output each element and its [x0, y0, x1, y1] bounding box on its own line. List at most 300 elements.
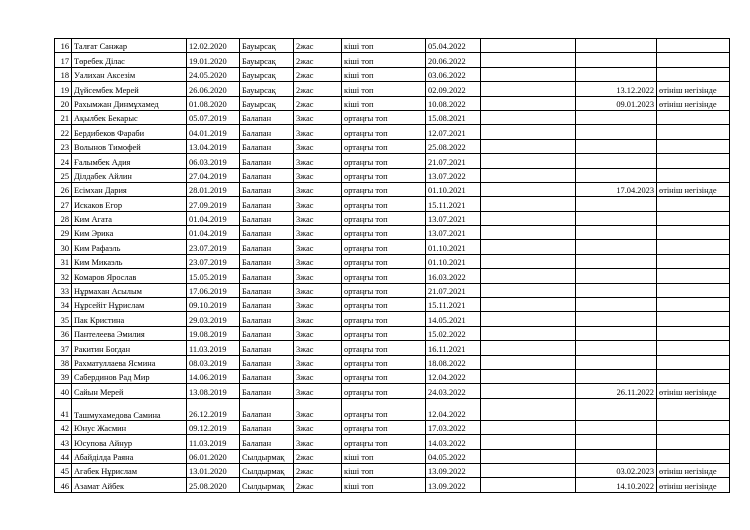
departure-date-cell: [576, 197, 657, 211]
empty-cell: [481, 254, 576, 268]
row-number-cell: 36: [55, 326, 72, 340]
birth-date-cell: 13.04.2019: [187, 139, 240, 153]
birth-date-cell: 19.01.2020: [187, 53, 240, 67]
row-number-cell: 17: [55, 53, 72, 67]
group-category-cell: ортаңғы топ: [342, 298, 426, 312]
age-cell: 3жас: [294, 240, 342, 254]
child-name-cell: Ким Эрика: [72, 226, 187, 240]
table-row: [55, 154, 730, 168]
row-number-cell: 38: [55, 355, 72, 369]
age-cell: 3жас: [294, 369, 342, 383]
empty-cell: [481, 283, 576, 297]
row-number-cell: 26: [55, 182, 72, 196]
departure-reason-cell: [657, 154, 730, 168]
table-row: [55, 369, 730, 383]
child-name-cell: Төребек Ділас: [72, 53, 187, 67]
group-name-cell: Балапан: [240, 355, 294, 369]
age-cell: 3жас: [294, 168, 342, 182]
group-category-cell: кіші топ: [342, 96, 426, 110]
empty-cell: [481, 53, 576, 67]
departure-date-cell: 14.10.2022: [576, 478, 657, 492]
enrollment-date-cell: 18.08.2022: [426, 355, 481, 369]
group-category-cell: ортаңғы топ: [342, 197, 426, 211]
child-name-cell: Искаков Егор: [72, 197, 187, 211]
table-row: [55, 254, 730, 268]
group-category-cell: ортаңғы топ: [342, 435, 426, 449]
enrollment-date-cell: 16.11.2021: [426, 341, 481, 355]
group-category-cell: ортаңғы топ: [342, 398, 426, 420]
departure-reason-cell: [657, 312, 730, 326]
enrollment-date-cell: 12.04.2022: [426, 369, 481, 383]
child-name-cell: Юсупова Айнур: [72, 435, 187, 449]
empty-cell: [481, 39, 576, 53]
birth-date-cell: 09.12.2019: [187, 420, 240, 434]
table-row: [55, 478, 730, 492]
departure-date-cell: [576, 139, 657, 153]
child-name-cell: Агабек Нұрислам: [72, 463, 187, 477]
enrollment-date-cell: 15.02.2022: [426, 326, 481, 340]
table-row: [55, 355, 730, 369]
empty-cell: [481, 154, 576, 168]
departure-date-cell: [576, 154, 657, 168]
group-name-cell: Балапан: [240, 182, 294, 196]
empty-cell: [481, 420, 576, 434]
group-name-cell: Балапан: [240, 384, 294, 398]
enrollment-date-cell: 01.10.2021: [426, 182, 481, 196]
group-name-cell: Бауырсақ: [240, 53, 294, 67]
empty-cell: [481, 67, 576, 81]
age-cell: 3жас: [294, 211, 342, 225]
group-name-cell: Балапан: [240, 435, 294, 449]
group-name-cell: Балапан: [240, 226, 294, 240]
group-category-cell: ортаңғы топ: [342, 326, 426, 340]
enrollment-date-cell: 01.10.2021: [426, 240, 481, 254]
departure-date-cell: [576, 125, 657, 139]
child-name-cell: Сайын Мерей: [72, 384, 187, 398]
table-row: [55, 82, 730, 96]
group-name-cell: Бауырсақ: [240, 67, 294, 81]
group-category-cell: ортаңғы топ: [342, 125, 426, 139]
table-row: [55, 39, 730, 53]
empty-cell: [481, 96, 576, 110]
group-name-cell: Балапан: [240, 168, 294, 182]
row-number-cell: 28: [55, 211, 72, 225]
departure-date-cell: [576, 269, 657, 283]
child-name-cell: Ким Микаэль: [72, 254, 187, 268]
departure-reason-cell: [657, 226, 730, 240]
departure-date-cell: [576, 355, 657, 369]
group-name-cell: Балапан: [240, 312, 294, 326]
departure-reason-cell: [657, 125, 730, 139]
birth-date-cell: 11.03.2019: [187, 341, 240, 355]
age-cell: 2жас: [294, 53, 342, 67]
departure-reason-cell: [657, 298, 730, 312]
child-name-cell: Талғат Санжар: [72, 39, 187, 53]
empty-cell: [481, 435, 576, 449]
departure-reason-cell: [657, 240, 730, 254]
birth-date-cell: 08.03.2019: [187, 355, 240, 369]
departure-date-cell: [576, 226, 657, 240]
enrollment-date-cell: 04.05.2022: [426, 449, 481, 463]
group-name-cell: Балапан: [240, 254, 294, 268]
group-name-cell: Балапан: [240, 240, 294, 254]
age-cell: 3жас: [294, 269, 342, 283]
birth-date-cell: 27.09.2019: [187, 197, 240, 211]
group-category-cell: ортаңғы топ: [342, 182, 426, 196]
group-category-cell: ортаңғы топ: [342, 254, 426, 268]
row-number-cell: 22: [55, 125, 72, 139]
departure-reason-cell: [657, 39, 730, 53]
departure-date-cell: [576, 283, 657, 297]
age-cell: 2жас: [294, 463, 342, 477]
group-name-cell: Балапан: [240, 398, 294, 420]
table-row: [55, 197, 730, 211]
group-name-cell: Балапан: [240, 211, 294, 225]
empty-cell: [481, 384, 576, 398]
child-name-cell: Уалихан Аксезім: [72, 67, 187, 81]
group-name-cell: Сылдырмақ: [240, 449, 294, 463]
group-name-cell: Балапан: [240, 326, 294, 340]
table-row: [55, 240, 730, 254]
roster-body: [55, 39, 730, 493]
row-number-cell: 40: [55, 384, 72, 398]
group-name-cell: Балапан: [240, 298, 294, 312]
child-name-cell: Нұрмахан Асылым: [72, 283, 187, 297]
group-category-cell: ортаңғы топ: [342, 139, 426, 153]
age-cell: 3жас: [294, 435, 342, 449]
birth-date-cell: 19.08.2019: [187, 326, 240, 340]
empty-cell: [481, 369, 576, 383]
departure-reason-cell: [657, 211, 730, 225]
child-name-cell: Рахматуллаева Ясмина: [72, 355, 187, 369]
child-name-cell: Ракитин Богдан: [72, 341, 187, 355]
birth-date-cell: 09.10.2019: [187, 298, 240, 312]
child-name-cell: Ким Рафаэль: [72, 240, 187, 254]
departure-reason-cell: өтініш негізінде: [657, 463, 730, 477]
group-category-cell: ортаңғы топ: [342, 355, 426, 369]
birth-date-cell: 24.05.2020: [187, 67, 240, 81]
age-cell: 3жас: [294, 254, 342, 268]
departure-date-cell: [576, 420, 657, 434]
table-row: [55, 449, 730, 463]
birth-date-cell: 01.08.2020: [187, 96, 240, 110]
birth-date-cell: 06.01.2020: [187, 449, 240, 463]
empty-cell: [481, 110, 576, 124]
group-category-cell: кіші топ: [342, 67, 426, 81]
enrollment-date-cell: 13.07.2022: [426, 168, 481, 182]
enrollment-date-cell: 14.05.2021: [426, 312, 481, 326]
group-category-cell: кіші топ: [342, 53, 426, 67]
child-name-cell: Юнус Жасмин: [72, 420, 187, 434]
child-name-cell: Волынов Тимофей: [72, 139, 187, 153]
empty-cell: [481, 341, 576, 355]
departure-date-cell: [576, 240, 657, 254]
enrollment-date-cell: 20.06.2022: [426, 53, 481, 67]
birth-date-cell: 28.01.2019: [187, 182, 240, 196]
birth-date-cell: 04.01.2019: [187, 125, 240, 139]
enrollment-date-cell: 25.08.2022: [426, 139, 481, 153]
group-category-cell: ортаңғы топ: [342, 269, 426, 283]
group-category-cell: кіші топ: [342, 82, 426, 96]
group-name-cell: Бауырсақ: [240, 39, 294, 53]
departure-reason-cell: өтініш негізінде: [657, 96, 730, 110]
departure-reason-cell: өтініш негізінде: [657, 82, 730, 96]
group-name-cell: Сылдырмақ: [240, 478, 294, 492]
table-row: [55, 312, 730, 326]
table-row: [55, 125, 730, 139]
departure-reason-cell: [657, 53, 730, 67]
row-number-cell: 25: [55, 168, 72, 182]
row-number-cell: 43: [55, 435, 72, 449]
empty-cell: [481, 82, 576, 96]
departure-date-cell: [576, 369, 657, 383]
age-cell: 3жас: [294, 182, 342, 196]
age-cell: 3жас: [294, 341, 342, 355]
row-number-cell: 23: [55, 139, 72, 153]
age-cell: 3жас: [294, 355, 342, 369]
birth-date-cell: 15.05.2019: [187, 269, 240, 283]
empty-cell: [481, 182, 576, 196]
age-cell: 3жас: [294, 312, 342, 326]
departure-date-cell: [576, 326, 657, 340]
age-cell: 3жас: [294, 139, 342, 153]
departure-date-cell: [576, 211, 657, 225]
enrollment-date-cell: 15.08.2021: [426, 110, 481, 124]
table-row: [55, 182, 730, 196]
departure-date-cell: 26.11.2022: [576, 384, 657, 398]
group-category-cell: ортаңғы топ: [342, 283, 426, 297]
row-number-cell: 31: [55, 254, 72, 268]
group-name-cell: Балапан: [240, 420, 294, 434]
age-cell: 3жас: [294, 298, 342, 312]
child-name-cell: Азамат Айбек: [72, 478, 187, 492]
birth-date-cell: 14.06.2019: [187, 369, 240, 383]
group-category-cell: ортаңғы топ: [342, 240, 426, 254]
child-name-cell: Пак Кристина: [72, 312, 187, 326]
row-number-cell: 18: [55, 67, 72, 81]
departure-date-cell: [576, 254, 657, 268]
row-number-cell: 35: [55, 312, 72, 326]
group-category-cell: ортаңғы топ: [342, 226, 426, 240]
departure-date-cell: [576, 341, 657, 355]
group-name-cell: Бауырсақ: [240, 82, 294, 96]
table-row: [55, 384, 730, 398]
enrollment-date-cell: 21.07.2021: [426, 154, 481, 168]
group-category-cell: кіші топ: [342, 478, 426, 492]
empty-cell: [481, 168, 576, 182]
enrollment-date-cell: 01.10.2021: [426, 254, 481, 268]
birth-date-cell: 06.03.2019: [187, 154, 240, 168]
table-row: [55, 226, 730, 240]
group-category-cell: ортаңғы топ: [342, 211, 426, 225]
departure-date-cell: [576, 53, 657, 67]
empty-cell: [481, 240, 576, 254]
age-cell: 2жас: [294, 449, 342, 463]
empty-cell: [481, 226, 576, 240]
age-cell: 3жас: [294, 398, 342, 420]
birth-date-cell: 01.04.2019: [187, 226, 240, 240]
row-number-cell: 27: [55, 197, 72, 211]
departure-reason-cell: [657, 355, 730, 369]
group-name-cell: Балапан: [240, 369, 294, 383]
group-category-cell: ортаңғы топ: [342, 154, 426, 168]
empty-cell: [481, 197, 576, 211]
child-name-cell: Сабердинов Рад Мир: [72, 369, 187, 383]
table-row: [55, 463, 730, 477]
child-name-cell: Комаров Ярослав: [72, 269, 187, 283]
age-cell: 2жас: [294, 82, 342, 96]
departure-date-cell: 03.02.2023: [576, 463, 657, 477]
age-cell: 3жас: [294, 110, 342, 124]
age-cell: 3жас: [294, 283, 342, 297]
child-name-cell: Рахымжан Динмұхамед: [72, 96, 187, 110]
departure-date-cell: [576, 298, 657, 312]
group-category-cell: кіші топ: [342, 449, 426, 463]
age-cell: 3жас: [294, 420, 342, 434]
enrollment-date-cell: 14.03.2022: [426, 435, 481, 449]
row-number-cell: 24: [55, 154, 72, 168]
row-number-cell: 33: [55, 283, 72, 297]
departure-reason-cell: [657, 168, 730, 182]
row-number-cell: 29: [55, 226, 72, 240]
enrollment-date-cell: 12.07.2021: [426, 125, 481, 139]
children-roster-table: [54, 38, 730, 493]
empty-cell: [481, 478, 576, 492]
group-name-cell: Балапан: [240, 197, 294, 211]
departure-reason-cell: [657, 326, 730, 340]
enrollment-date-cell: 13.09.2022: [426, 463, 481, 477]
departure-reason-cell: [657, 449, 730, 463]
group-name-cell: Балапан: [240, 269, 294, 283]
group-name-cell: Балапан: [240, 139, 294, 153]
row-number-cell: 41: [55, 398, 72, 420]
row-number-cell: 30: [55, 240, 72, 254]
table-row: [55, 269, 730, 283]
table-row: [55, 341, 730, 355]
empty-cell: [481, 326, 576, 340]
empty-cell: [481, 449, 576, 463]
empty-cell: [481, 211, 576, 225]
enrollment-date-cell: 12.04.2022: [426, 398, 481, 420]
departure-date-cell: 17.04.2023: [576, 182, 657, 196]
group-name-cell: Балапан: [240, 154, 294, 168]
row-number-cell: 45: [55, 463, 72, 477]
group-category-cell: ортаңғы топ: [342, 420, 426, 434]
departure-reason-cell: [657, 67, 730, 81]
departure-date-cell: 09.01.2023: [576, 96, 657, 110]
table-row: [55, 53, 730, 67]
group-name-cell: Бауырсақ: [240, 96, 294, 110]
birth-date-cell: 13.08.2019: [187, 384, 240, 398]
child-name-cell: Ким Агата: [72, 211, 187, 225]
birth-date-cell: 11.03.2019: [187, 435, 240, 449]
birth-date-cell: 26.06.2020: [187, 82, 240, 96]
table-row: [55, 420, 730, 434]
empty-cell: [481, 298, 576, 312]
age-cell: 2жас: [294, 39, 342, 53]
group-category-cell: кіші топ: [342, 463, 426, 477]
group-name-cell: Балапан: [240, 125, 294, 139]
departure-reason-cell: [657, 197, 730, 211]
birth-date-cell: 25.08.2020: [187, 478, 240, 492]
empty-cell: [481, 139, 576, 153]
empty-cell: [481, 125, 576, 139]
departure-reason-cell: [657, 398, 730, 420]
age-cell: 3жас: [294, 197, 342, 211]
child-name-cell: Бердибеков Фараби: [72, 125, 187, 139]
age-cell: 3жас: [294, 226, 342, 240]
enrollment-date-cell: 24.03.2022: [426, 384, 481, 398]
row-number-cell: 44: [55, 449, 72, 463]
enrollment-date-cell: 13.07.2021: [426, 226, 481, 240]
table-row: [55, 139, 730, 153]
table-row: [55, 96, 730, 110]
departure-date-cell: [576, 449, 657, 463]
empty-cell: [481, 312, 576, 326]
child-name-cell: Дүйсембек Мерей: [72, 82, 187, 96]
departure-reason-cell: [657, 269, 730, 283]
row-number-cell: 19: [55, 82, 72, 96]
departure-date-cell: [576, 110, 657, 124]
departure-date-cell: [576, 67, 657, 81]
age-cell: 2жас: [294, 67, 342, 81]
birth-date-cell: 29.03.2019: [187, 312, 240, 326]
departure-date-cell: [576, 398, 657, 420]
group-category-cell: ортаңғы топ: [342, 110, 426, 124]
departure-reason-cell: өтініш негізінде: [657, 478, 730, 492]
empty-cell: [481, 355, 576, 369]
row-number-cell: 32: [55, 269, 72, 283]
birth-date-cell: 26.12.2019: [187, 398, 240, 420]
group-category-cell: кіші топ: [342, 39, 426, 53]
departure-reason-cell: [657, 283, 730, 297]
enrollment-date-cell: 15.11.2021: [426, 197, 481, 211]
child-name-cell: Есімхан Дария: [72, 182, 187, 196]
table-row: [55, 398, 730, 420]
child-name-cell: Ғалымбек Адия: [72, 154, 187, 168]
empty-cell: [481, 269, 576, 283]
birth-date-cell: 01.04.2019: [187, 211, 240, 225]
birth-date-cell: 05.07.2019: [187, 110, 240, 124]
group-name-cell: Балапан: [240, 283, 294, 297]
departure-reason-cell: [657, 435, 730, 449]
enrollment-date-cell: 10.08.2022: [426, 96, 481, 110]
age-cell: 2жас: [294, 478, 342, 492]
departure-date-cell: 13.12.2022: [576, 82, 657, 96]
row-number-cell: 37: [55, 341, 72, 355]
departure-reason-cell: өтініш негізінде: [657, 182, 730, 196]
child-name-cell: Нұрсейіт Нұрислам: [72, 298, 187, 312]
row-number-cell: 39: [55, 369, 72, 383]
table-row: [55, 67, 730, 81]
departure-reason-cell: [657, 139, 730, 153]
row-number-cell: 46: [55, 478, 72, 492]
child-name-cell: Ділдабек Айлин: [72, 168, 187, 182]
row-number-cell: 34: [55, 298, 72, 312]
enrollment-date-cell: 21.07.2021: [426, 283, 481, 297]
birth-date-cell: 12.02.2020: [187, 39, 240, 53]
group-category-cell: ортаңғы топ: [342, 341, 426, 355]
age-cell: 3жас: [294, 154, 342, 168]
row-number-cell: 42: [55, 420, 72, 434]
empty-cell: [481, 398, 576, 420]
birth-date-cell: 27.04.2019: [187, 168, 240, 182]
birth-date-cell: 13.01.2020: [187, 463, 240, 477]
group-category-cell: ортаңғы топ: [342, 312, 426, 326]
child-name-cell: Ақылбек Бекарыс: [72, 110, 187, 124]
departure-date-cell: [576, 168, 657, 182]
departure-reason-cell: өтініш негізінде: [657, 384, 730, 398]
